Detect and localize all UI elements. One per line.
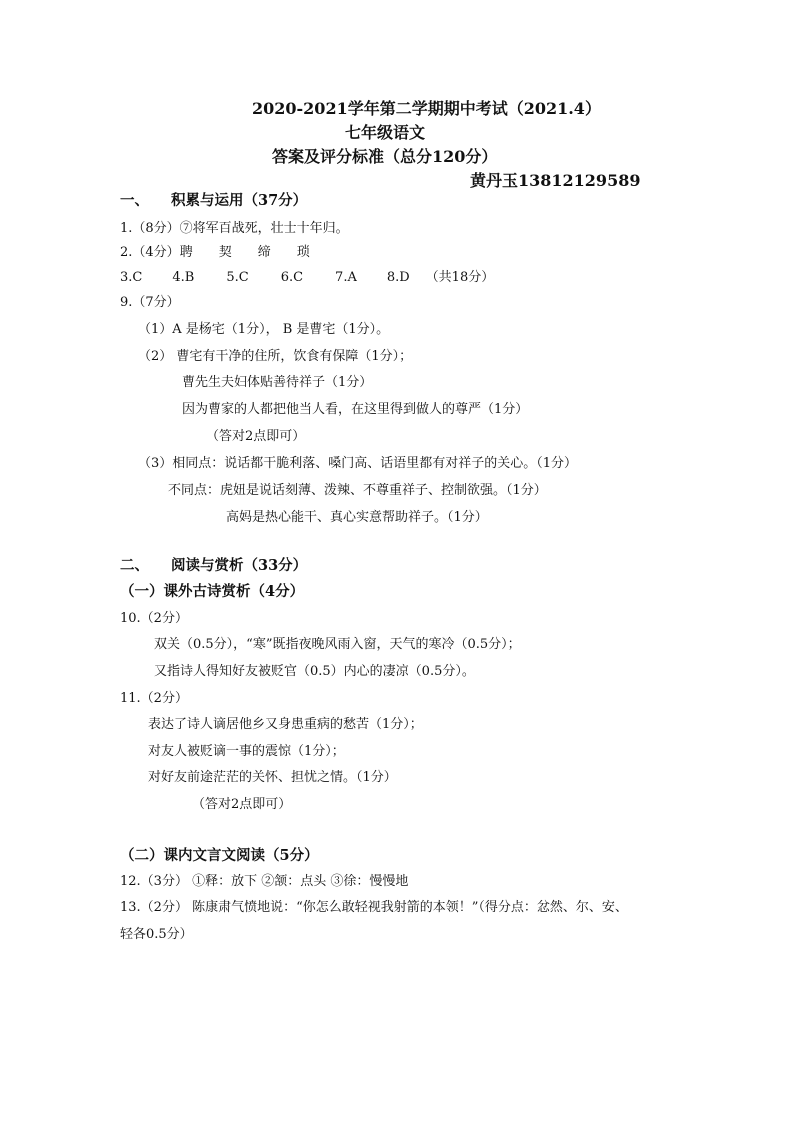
- q11-answer-c: 对好友前途茫茫的关怀、担忧之情。（1分）: [148, 770, 397, 785]
- q10-heading: 10.（2分）: [120, 611, 188, 626]
- q1-answer: 1.（8分）⑦将军百战死，壮士十年归。: [120, 221, 349, 236]
- q2-word: 聘: [179, 245, 193, 260]
- q13-answer-b: 轻各0.5分）: [120, 927, 193, 942]
- q10-answer-b: 又指诗人得知好友被贬官（0.5）内心的凄凉（0.5分）。: [154, 664, 475, 679]
- q10-answer-a: 双关（0.5分），“寒”既指夜晚风雨入窗，天气的寒冷（0.5分）；: [154, 637, 521, 652]
- q2-answer: [120, 244, 310, 262]
- author-contact: 黄丹玉13812129589: [470, 171, 641, 190]
- section2-heading-number: 二、: [120, 557, 149, 574]
- grade-subject-title: 七年级语文: [345, 123, 426, 142]
- q11-heading: 11.（2分）: [120, 691, 188, 706]
- q9-3-answer-a: （3）相同点：说话都干脆利落、嗓门高、话语里都有对祥子的关心。（1分）: [138, 456, 578, 471]
- q2-prefix: 2.（4分）: [120, 245, 180, 260]
- section2-heading-text: 阅读与赏析（33分）: [171, 557, 308, 574]
- exam-title: 2020-2021学年第二学期期中考试（2021.4）: [252, 99, 601, 118]
- mc-answer: 3.C: [120, 270, 143, 285]
- q13-answer-a: 13.（2分） 陈康肃气愤地说：“你怎么敢轻视我射箭的本领！”（得分点：忿然、尔、安、: [120, 900, 628, 915]
- mc-answer: 7.A: [335, 270, 357, 285]
- subsection2-heading: （二）课内文言文阅读（5分）: [120, 847, 319, 864]
- mc-answers: [120, 269, 494, 287]
- q11-note: （答对2点即可）: [192, 797, 292, 812]
- q9-2-note: （答对2点即可）: [206, 429, 306, 444]
- mc-answer: 8.D: [386, 270, 410, 285]
- q2-word: 琐: [296, 245, 310, 260]
- q12-answer: 12.（3分） ①释：放下 ②颔：点头 ③徐：慢慢地: [120, 874, 409, 889]
- q11-answer-a: 表达了诗人谪居他乡又身患重病的愁苦（1分）；: [148, 717, 423, 732]
- answer-key-title: 答案及评分标准（总分120分）: [272, 147, 498, 166]
- q11-answer-b: 对友人被贬谪一事的震惊（1分）；: [148, 744, 345, 759]
- mc-answer: 6.C: [280, 270, 304, 285]
- q9-3-answer-c: 高妈是热心能干、真心实意帮助祥子。（1分）: [226, 510, 488, 525]
- q9-3-answer-b: 不同点：虎妞是说话刻薄、泼辣、不尊重祥子、控制欲强。（1分）: [168, 483, 547, 498]
- q9-heading: 9.（7分）: [120, 295, 180, 310]
- subsection1-heading: （一）课外古诗赏析（4分）: [120, 583, 305, 600]
- section1-heading: [120, 192, 307, 210]
- section2-heading: [120, 557, 307, 575]
- mc-answer: 5.C: [226, 270, 249, 285]
- section1-heading-text: 积累与运用（37分）: [171, 192, 308, 209]
- q2-word: 缔: [257, 245, 271, 260]
- mc-answer: 4.B: [172, 270, 195, 285]
- q2-word: 契: [218, 245, 232, 260]
- mc-total: （共18分）: [425, 270, 495, 285]
- section1-heading-number: 一、: [120, 192, 149, 209]
- q9-1-answer: （1）A 是杨宅（1分）， B 是曹宅（1分）。: [138, 322, 390, 337]
- q9-2-answer-b: 曹先生夫妇体贴善待祥子（1分）: [182, 375, 373, 390]
- q9-2-answer-a: （2） 曹宅有干净的住所，饮食有保障（1分）；: [138, 349, 413, 364]
- q9-2-answer-c: 因为曹家的人都把他当人看，在这里得到做人的尊严（1分）: [182, 402, 529, 417]
